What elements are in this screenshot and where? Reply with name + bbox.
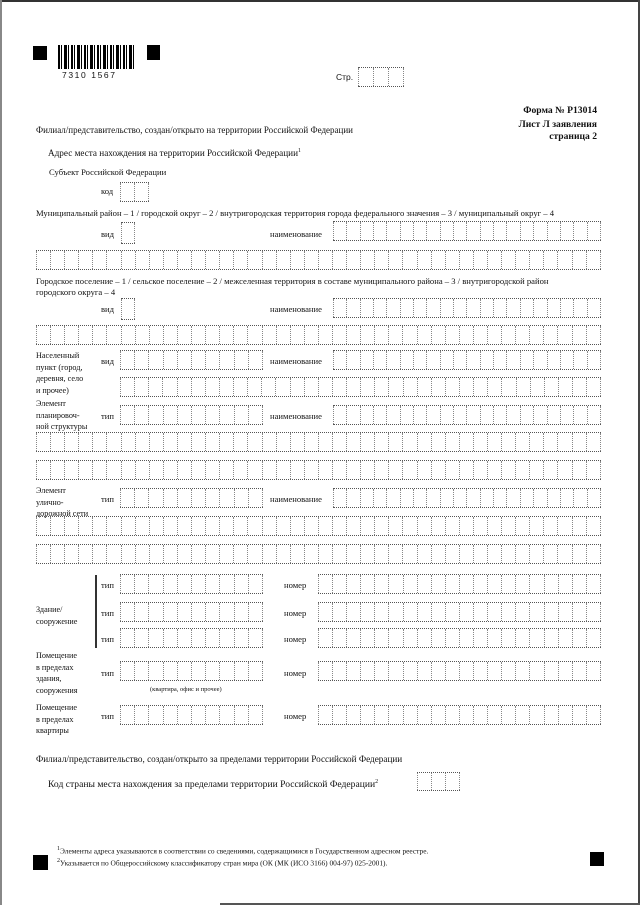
building-label: Здание/ сооружение [36,605,78,626]
building-number-label-3: номер [284,634,307,644]
registration-marker-top-right [147,45,160,60]
road-name-field-line3[interactable] [36,544,601,564]
building-number-label-2: номер [284,608,307,618]
scan-edge-left [0,0,2,905]
building-type-field-2[interactable] [120,602,263,622]
premises-flat-label: Помещение в пределах квартиры [36,703,78,735]
road-network-label: Элемент улично- дорожной сети [36,486,89,518]
premises-flat-number-field[interactable] [318,705,601,725]
premises-building-type-field[interactable] [120,661,263,681]
building-group-bracket [95,575,97,648]
settlement-kind-label: вид [101,304,115,314]
premises-building-number-field[interactable] [318,661,601,681]
road-type-label: тип [101,494,114,504]
locality-name-label: наименование [270,356,322,366]
road-name-label: наименование [270,494,322,504]
form-number: Форма № Р13014 [523,105,597,116]
registration-marker-bottom-left [33,855,48,870]
planning-name-field[interactable] [333,405,601,425]
planning-structure-label: Элемент планировоч- ной структуры [36,399,88,431]
premises-building-label: Помещение в пределах здания, сооружения [36,651,78,695]
premises-flat-type-label: тип [101,711,114,721]
sheet-page: страница 2 [549,131,597,142]
building-type-label-3: тип [101,634,114,644]
planning-type-field[interactable] [120,405,263,425]
building-type-field-3[interactable] [120,628,263,648]
country-code-label: Код страны места нахождения за пределами территории Российской Федерации$^2$ [48,779,379,791]
address-rf-title: Адрес места нахождения на территории Российской Федерации$^1$ [48,148,302,159]
locality-kind-field[interactable] [120,350,263,370]
municipal-kind-label: вид [101,229,115,239]
sheet-title: Лист Л заявления [518,119,597,130]
page-number-field[interactable] [358,67,404,87]
barcode [58,45,136,69]
footnote-1: $^1$Элементы адреса указываются в соответствии со сведениями, содержащимися в Государственном адресном реестре. [57,846,429,856]
section-rf-title: Филиал/представительство, создан/открыто на территории Российской Федерации [36,125,353,135]
premises-building-type-label: тип [101,668,114,678]
building-number-field-3[interactable] [318,628,601,648]
settlement-name-field-line2[interactable] [36,325,601,345]
planning-name-field-line3[interactable] [36,460,601,480]
subject-label: Субъект Российской Федерации [49,167,167,177]
building-type-label-2: тип [101,608,114,618]
building-type-field-1[interactable] [120,574,263,594]
registration-marker-top-left [33,46,47,60]
building-number-field-1[interactable] [318,574,601,594]
municipal-title: Муниципальный район – 1 / городской округ – 2 / внутригородская территория города федерального значения – 3 / муниципальный округ – 4 [36,208,555,218]
premises-flat-type-field[interactable] [120,705,263,725]
registration-marker-bottom-right [590,852,604,866]
settlement-kind-field[interactable] [121,298,135,320]
subject-code-field[interactable] [120,182,149,202]
section-abroad-title: Филиал/представительство, создан/открыто за пределами территории Российской Федерации [36,754,403,764]
municipal-kind-field[interactable] [121,222,135,244]
road-name-field-line2[interactable] [36,516,601,536]
building-number-label-1: номер [284,580,307,590]
country-code-field[interactable] [417,772,460,791]
road-type-field[interactable] [120,488,263,508]
locality-label: Населенный пункт (город, деревня, село и прочее) [36,351,84,395]
scan-edge-top [0,0,640,2]
planning-name-label: наименование [270,411,322,421]
barcode-number: 7310 1567 [62,70,117,80]
locality-name-field-line2[interactable] [120,377,601,397]
road-name-field[interactable] [333,488,601,508]
footnote-2: $^2$Указывается по Общероссийскому классификатору стран мира (ОК (МК (ИСО 3166) 004-97) 025-2001). [57,858,388,868]
municipal-name-field[interactable] [333,221,601,241]
settlement-name-label: наименование [270,304,322,314]
premises-building-hint: (квартира, офис и прочее) [150,686,222,693]
municipal-name-field-line2[interactable] [36,250,601,270]
settlement-title-line1: Городское поселение – 1 / сельское поселение – 2 / межселенная территория в составе муниципального района – 3 / внутригородской район [36,276,549,286]
building-number-field-2[interactable] [318,602,601,622]
municipal-name-label: наименование [270,229,322,239]
settlement-name-field[interactable] [333,298,601,318]
locality-name-field[interactable] [333,350,601,370]
locality-kind-label: вид [101,356,115,366]
page-number-label: Стр. [336,72,354,82]
planning-name-field-line2[interactable] [36,432,601,452]
premises-flat-number-label: номер [284,711,307,721]
settlement-title-line2: городского округа – 4 [36,287,116,297]
subject-code-label: код [101,186,114,196]
premises-building-number-label: номер [284,668,307,678]
building-type-label-1: тип [101,580,114,590]
planning-type-label: тип [101,411,114,421]
